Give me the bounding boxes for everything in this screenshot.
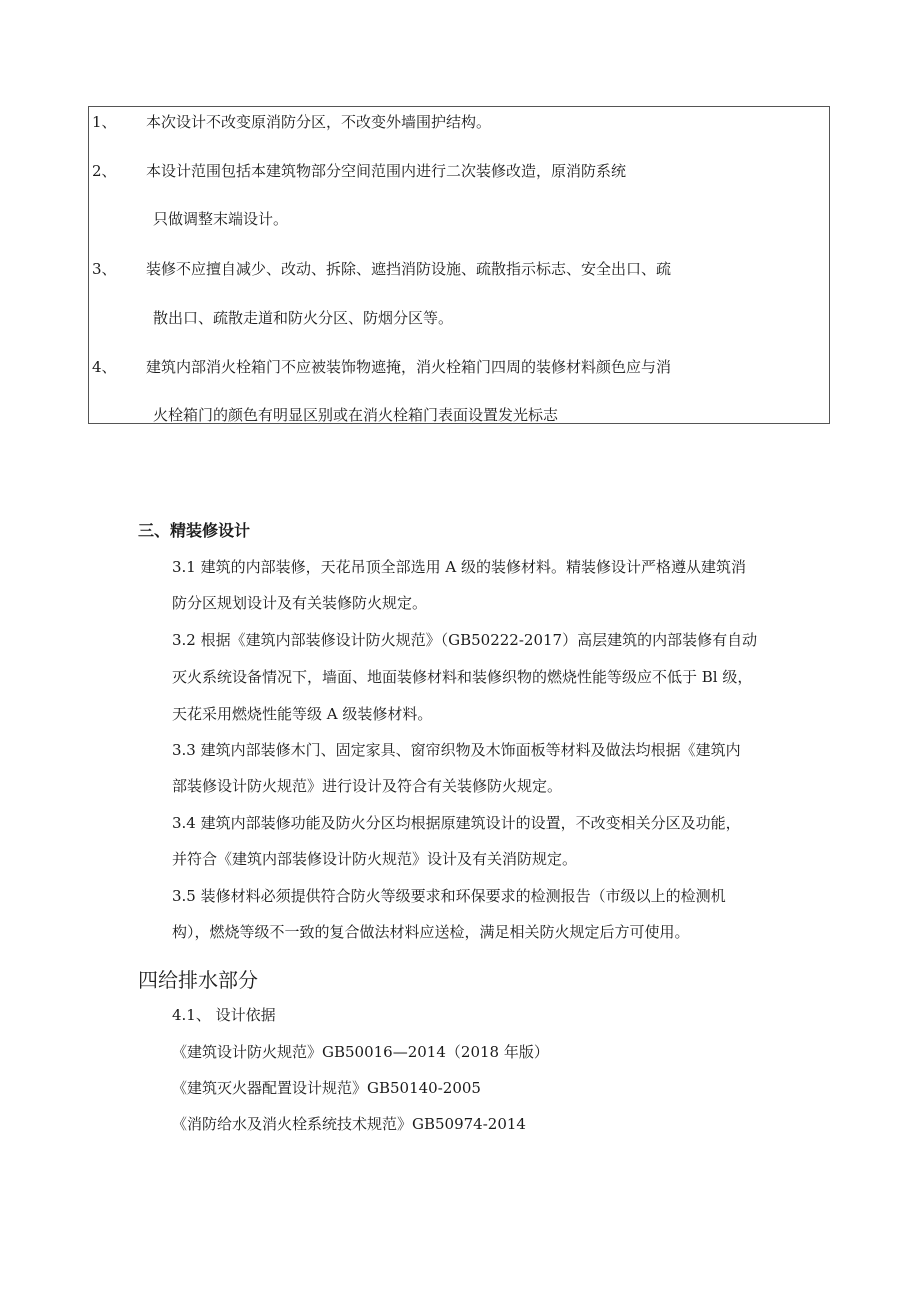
reference-item: 《建筑灭火器配置设计规范》GB50140-2005 xyxy=(172,1079,481,1097)
paragraph-line: 并符合《建筑内部装修设计防火规范》设计及有关消防规定。 xyxy=(172,850,578,868)
note-text: 火栓箱门的颜色有明显区别或在消火栓箱门表面设置发光标志 xyxy=(153,406,559,424)
note-text: 散出口、疏散走道和防火分区、防烟分区等。 xyxy=(153,309,454,327)
paragraph-line: 3.5 装修材料必须提供符合防火等级要求和环保要求的检测报告（市级以上的检测机 xyxy=(172,887,726,905)
paragraph-line: 部装修设计防火规范》进行设计及符合有关装修防火规定。 xyxy=(172,777,563,795)
paragraph-line: 3.4 建筑内部装修功能及防火分区均根据原建筑设计的设置，不改变相关分区及功能， xyxy=(172,814,741,832)
note-number: 3、 xyxy=(92,260,117,278)
note-text: 本设计范围包括本建筑物部分空间范围内进行二次装修改造，原消防系统 xyxy=(146,162,627,180)
note-text: 只做调整末端设计。 xyxy=(153,210,289,228)
note-number: 1、 xyxy=(92,113,117,131)
reference-item: 《消防给水及消火栓系统技术规范》GB50974-2014 xyxy=(172,1115,526,1133)
paragraph-line: 3.2 根据《建筑内部装修设计防火规范》（GB50222-2017）高层建筑的内部装修有自动 xyxy=(172,631,758,649)
note-number: 2、 xyxy=(92,162,117,180)
subsection-title: 4.1、 设计依据 xyxy=(172,1006,276,1024)
note-text: 建筑内部消火栓箱门不应被装饰物遮掩，消火栓箱门四周的装修材料颜色应与消 xyxy=(146,358,672,376)
section-title: 四给排水部分 xyxy=(138,968,258,992)
note-text: 本次设计不改变原消防分区，不改变外墙围护结构。 xyxy=(146,113,492,131)
paragraph-line: 3.1 建筑的内部装修，天花吊顶全部选用 A 级的装修材料。精装修设计严格遵从建筑消 xyxy=(172,558,746,576)
note-text: 装修不应擅自减少、改动、拆除、遮挡消防设施、疏散指示标志、安全出口、疏 xyxy=(146,260,672,278)
reference-item: 《建筑设计防火规范》GB50016—2014（2018 年版） xyxy=(172,1043,549,1061)
note-number: 4、 xyxy=(92,358,117,376)
section-title: 三、精装修设计 xyxy=(138,521,251,540)
paragraph-line: 防分区规划设计及有关装修防火规定。 xyxy=(172,594,428,612)
paragraph-line: 天花采用燃烧性能等级 A 级装修材料。 xyxy=(172,705,433,723)
paragraph-line: 构），燃烧等级不一致的复合做法材料应送检，满足相关防火规定后方可使用。 xyxy=(172,923,690,941)
paragraph-line: 灭火系统设备情况下，墙面、地面装修材料和装修织物的燃烧性能等级应不低于 Bl 级， xyxy=(172,668,753,686)
paragraph-line: 3.3 建筑内部装修木门、固定家具、窗帘织物及木饰面板等材料及做法均根据《建筑内 xyxy=(172,741,741,759)
